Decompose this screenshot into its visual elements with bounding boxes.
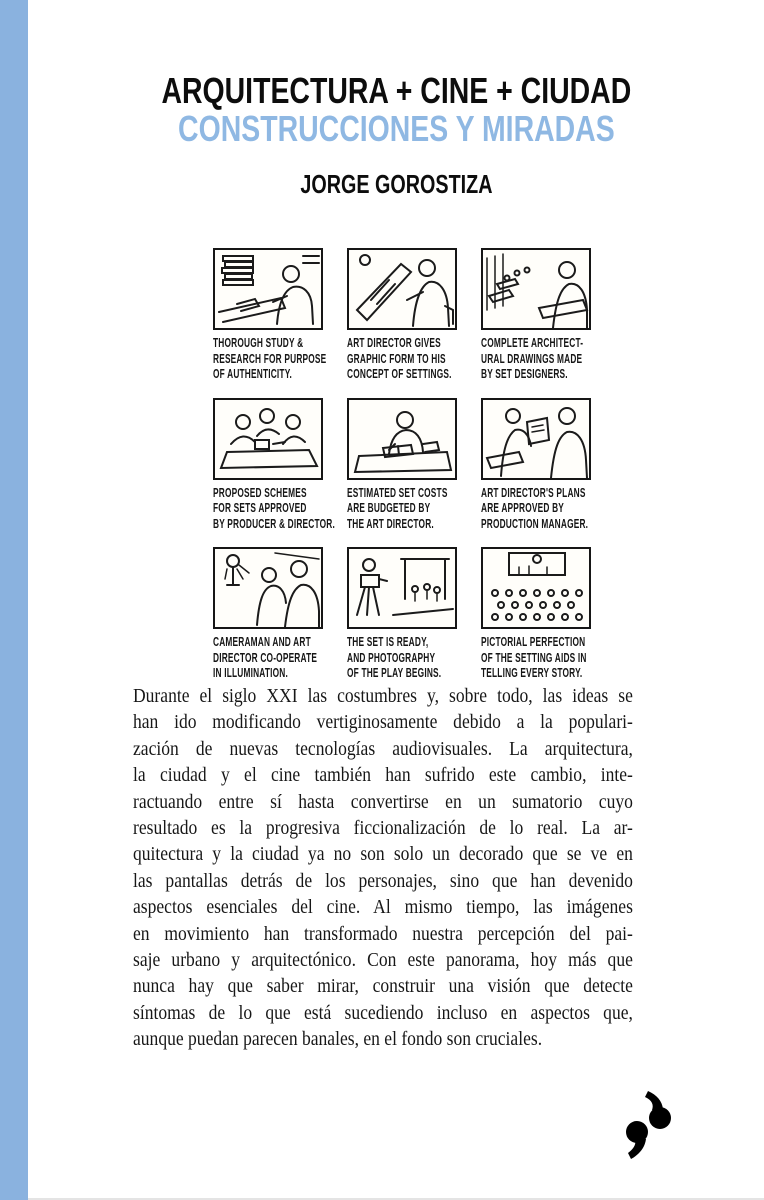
panel-caption (481, 485, 599, 532)
caption-line: ARE BUDGETED BY (347, 500, 431, 515)
panel-caption (481, 335, 599, 382)
intro-paragraph (133, 683, 633, 1053)
paragraph-line: aspectos esenciales del cine. Al mismo tiempo, las imágenes (133, 896, 633, 919)
panel-caption (213, 335, 331, 382)
publisher-logo-marks (624, 1090, 672, 1160)
title-block (28, 70, 764, 199)
caption-line: OF THE PLAY BEGINS. (347, 665, 442, 680)
paragraph-line: saje urbano y arquitectónico. Con este panorama, hoy más que (133, 949, 633, 972)
panel-caption (347, 485, 465, 532)
caption-line: ARE APPROVED BY (481, 500, 565, 515)
content-area (28, 0, 764, 1200)
book-author (28, 169, 764, 199)
book-title-text: ARQUITECTURA + CINE + CIUDAD (161, 70, 631, 111)
panel-cell-7 (213, 547, 323, 681)
panel-caption (213, 634, 331, 681)
panel-cell-8 (347, 547, 457, 681)
caption-line: CONCEPT OF SETTINGS. (347, 366, 452, 381)
panel-caption (213, 484, 335, 532)
caption-line: BY PRODUCER & DIRECTOR. (213, 515, 335, 531)
production-panels-grid (213, 248, 591, 681)
panel-illustration-researcher-at-desk-with-books (213, 248, 323, 330)
paragraph-line: han ido modificando vertiginosamente debido a la populari- (133, 711, 633, 734)
panel-cell-4 (213, 398, 335, 532)
panel-illustration-set-designers-drawing-office (481, 248, 591, 330)
caption-line: COMPLETE ARCHITECT- (481, 335, 584, 350)
paragraph-line: Durante el siglo XXI las costumbres y, sobre todo, las ideas se (133, 685, 633, 707)
paragraph-line: nunca hay que saber mirar, construir una visión que detecte (133, 975, 633, 998)
caption-line: FOR SETS APPROVED (213, 500, 307, 515)
panel-illustration-cameraman-art-director-lighting (213, 547, 323, 629)
caption-line: BY SET DESIGNERS. (481, 366, 568, 381)
caption-line: AND PHOTOGRAPHY (347, 649, 436, 665)
panel-illustration-budgeting-at-desk (347, 398, 457, 480)
caption-line: THE ART DIRECTOR. (347, 515, 434, 531)
caption-line: OF THE SETTING AIDS IN (481, 649, 587, 665)
book-author-text: JORGE GOROSTIZA (299, 169, 493, 199)
paragraph-line: resultado es la progresiva ficcionalización de lo real. La ar- (133, 817, 633, 840)
caption-line: PROPOSED SCHEMES (213, 484, 307, 500)
paragraph-line: zación de nuevas tecnologías audiovisuales. La arquitectura, (133, 737, 633, 760)
caption-line: TELLING EVERY STORY. (481, 665, 583, 680)
caption-line: OF AUTHENTICITY. (213, 366, 293, 381)
panel-illustration-plans-approval (481, 398, 591, 480)
paragraph-line: ractuando entre sí hasta convertirse en un sumatorio cuyo (133, 790, 633, 813)
caption-line: ART DIRECTOR'S PLANS (481, 484, 586, 500)
caption-line: PICTORIAL PERFECTION (481, 634, 586, 649)
panel-cell-3 (481, 248, 591, 382)
paragraph-line: la ciudad y el cine también han sufrido este cambio, inte- (133, 764, 633, 787)
logo-comma-bottom (626, 1121, 648, 1159)
panel-caption (347, 634, 465, 681)
paragraph-line: las pantallas detrás de los personajes, sino que han devenido (133, 869, 633, 892)
caption-line: ART DIRECTOR GIVES (347, 335, 441, 350)
caption-line: RESEARCH FOR PURPOSE (213, 350, 327, 366)
book-title (28, 70, 764, 111)
panel-cell-1 (213, 248, 327, 382)
panel-illustration-audience-watching-story (481, 547, 591, 629)
paragraph-line: aunque puedan parecen banales, en el fondo son cruciales. (133, 1028, 543, 1051)
panel-illustration-producer-director-meeting (213, 398, 323, 480)
book-subtitle-text: CONSTRUCCIONES Y MIRADAS (177, 108, 615, 149)
caption-line: CAMERAMAN AND ART (213, 634, 311, 649)
paragraph-line: síntomas de lo que está sucediendo incluso en aspectos que, (133, 1001, 633, 1024)
caption-line: THOROUGH STUDY & (213, 335, 304, 350)
left-accent-bar (0, 0, 28, 1200)
publisher-logo (624, 1090, 672, 1160)
caption-line: URAL DRAWINGS MADE (481, 350, 583, 366)
caption-line: THE SET IS READY, (347, 634, 429, 649)
caption-line: IN ILLUMINATION. (213, 665, 289, 680)
caption-line: GRAPHIC FORM TO HIS (347, 350, 446, 366)
paragraph-line: quitectura y la ciudad ya no son solo un decorado que se ve en (133, 843, 633, 866)
panel-cell-2 (347, 248, 457, 382)
book-subtitle (28, 108, 764, 149)
panel-cell-5 (347, 398, 457, 532)
panel-caption (481, 634, 599, 681)
caption-line: DIRECTOR CO-OPERATE (213, 649, 318, 665)
caption-line: ESTIMATED SET COSTS (347, 484, 448, 500)
panel-cell-9 (481, 547, 591, 681)
panel-cell-6 (481, 398, 591, 532)
caption-line: PRODUCTION MANAGER. (481, 515, 589, 531)
panel-illustration-set-ready-photography (347, 547, 457, 629)
logo-comma-top (645, 1091, 671, 1129)
panel-caption (347, 335, 465, 382)
paragraph-line: en movimiento han transformado nuestra percepción del pai- (133, 922, 633, 945)
panel-illustration-art-director-at-drafting-table (347, 248, 457, 330)
